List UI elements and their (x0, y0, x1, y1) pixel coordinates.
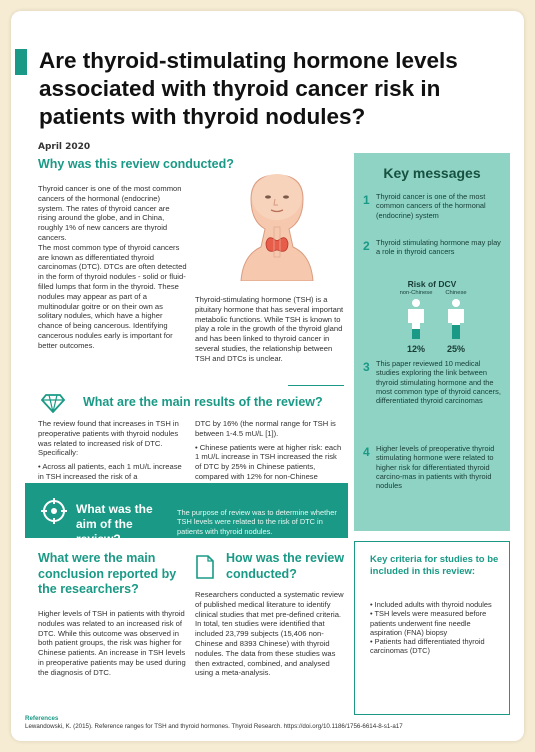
results-paragraph-4: • Chinese patients were at higher risk: each 1 mU/L increase in TSH increased the risk of DTC by 25% in Chinese patients, compared with 12% for non-Chinese (195, 442, 342, 481)
person-chinese-icon (446, 299, 466, 339)
references-heading: References (25, 715, 59, 722)
thyroid-neck-icon (221, 169, 333, 281)
publication-date: April 2020 (38, 142, 91, 152)
key-message-2-number: 2 (363, 239, 370, 253)
key-message-3: This paper reviewed 10 medical studies exploring the link between thyroid stimulating hormone and the most common type of thyroid cancers, differentiated thyroid carcinomas (376, 359, 501, 406)
why-paragraph-1: Thyroid cancer is one of the most common cancers of the hormonal (endocrine) system. The rates of thyroid cancer are rising around the globe, and in China, roughly 1% of new cancers are thyroid cancers. (38, 184, 182, 242)
criteria-item-2: • TSH levels were measured before patients underwent fine needle aspiration (FNA) biopsy (370, 609, 487, 637)
key-messages-heading: Key messages (383, 165, 481, 181)
criteria-list (370, 600, 500, 656)
target-icon (41, 498, 67, 524)
results-heading: What are the main results of the review? (83, 395, 323, 409)
references (25, 715, 403, 731)
criteria-box (354, 541, 510, 715)
references-text: Lewandowski, K. (2015). Reference ranges for TSH and thyroid hormones. Thyroid Research. https://doi.org/10.1186/1756-6614-8-s1-a17 (25, 723, 403, 730)
non-chinese-label: non-Chinese (399, 290, 433, 296)
key-message-1: Thyroid cancer is one of the most common cancers of the hormonal (endocrine) system (376, 192, 486, 220)
chinese-label: Chinese (445, 290, 467, 296)
key-message-4: Higher levels of preoperative thyroid stimulating hormone were related to higher risk for differentiated thyroid carcino-mas in patients with thyroid nodules (376, 444, 495, 491)
criteria-item-1: • Included adults with thyroid nodules (370, 600, 492, 609)
key-message-3-number: 3 (363, 360, 370, 374)
key-messages-panel (354, 153, 510, 531)
why-heading: Why was this review conducted? (38, 157, 234, 171)
key-message-2: Thyroid stimulating hormone may play a role in thyroid cancers (376, 238, 501, 257)
why-paragraph-2: The most common type of thyroid cancers are known as differentiated thyroid carcinomas (DTC). DTCs are often detected in the form of thyroid nodules - solid or fluid-filled lumps that form in the thyroid. These nodules may appear as part of a multinodular goitre or on their own as solitary nodules, which have a higher chance of being cancerous. Identifying cancerous nodules early is important for better outcomes. (38, 242, 187, 350)
key-message-1-number: 1 (363, 193, 370, 207)
key-message-4-number: 4 (363, 445, 370, 459)
title-accent-bar (15, 49, 27, 75)
results-paragraph-2: • Across all patients, each 1 mU/L increase in TSH increased the risk of a (38, 462, 182, 481)
criteria-item-3: • Patients had differentiated thyroid carcinomas (DTC) (370, 637, 485, 656)
section-divider (288, 385, 344, 386)
results-paragraph-1: The review found that increases in TSH in preoperative patients with thyroid nodules was related to increased risk of DTC. Specifically: (38, 419, 179, 458)
diamond-icon (41, 393, 65, 413)
person-non-chinese-icon (406, 299, 426, 339)
aim-text: The purpose of review was to determine whether TSH levels were related to the risk of DTC in patients with thyroid nodules. (177, 508, 337, 536)
results-column-1 (38, 419, 188, 486)
risk-title: Risk of DCV (407, 279, 457, 289)
how-heading: How was the review conducted? (226, 551, 345, 581)
aim-label: What was the aim of the review? (76, 502, 153, 546)
document-icon (195, 554, 215, 580)
results-paragraph-3: DTC by 16% (the normal range for TSH is between 1-4.5 mU/L [1]). (195, 419, 336, 438)
criteria-heading: Key criteria for studies to be included in this review: (370, 554, 499, 577)
thyroid-illustration (221, 169, 333, 281)
why-text (38, 184, 188, 355)
page-title: Are thyroid-stimulating hormone levels associated with thyroid cancer risk in patients with thyroid nodules? (39, 48, 458, 129)
how-text: Researchers conducted a systematic review of published medical literature to identify clinical studies that met pre-defined criteria. In total, ten studies were identified that included 23,799 subjects (15,406 non-Chinese and 8393 Chinese) with thyroid nodules. The data from these studies was then extracted, combined, and analysed using a meta-analysis. (195, 590, 344, 678)
conclusion-heading: What were the main conclusion reported by the researchers? (38, 551, 177, 596)
non-chinese-value: 12% (406, 344, 425, 354)
chinese-value: 25% (446, 344, 465, 354)
tsh-text: Thyroid-stimulating hormone (TSH) is a pituitary hormone that has several important metabolic functions. While TSH is known to play a role in the growth of the thyroid gland and has been linked to thyroid cancer in several studies, the relationship between TSH and DTCs is unclear. (195, 295, 344, 363)
infographic-page (11, 11, 524, 741)
conclusion-text: Higher levels of TSH in patients with thyroid nodules was related to an increased risk of DTC. While this outcome was observed in both patient groups, the risk was higher for Chinese patients. An increase in TSH levels in preoperative patients may be used during the diagnosis of DTC. (38, 609, 186, 677)
